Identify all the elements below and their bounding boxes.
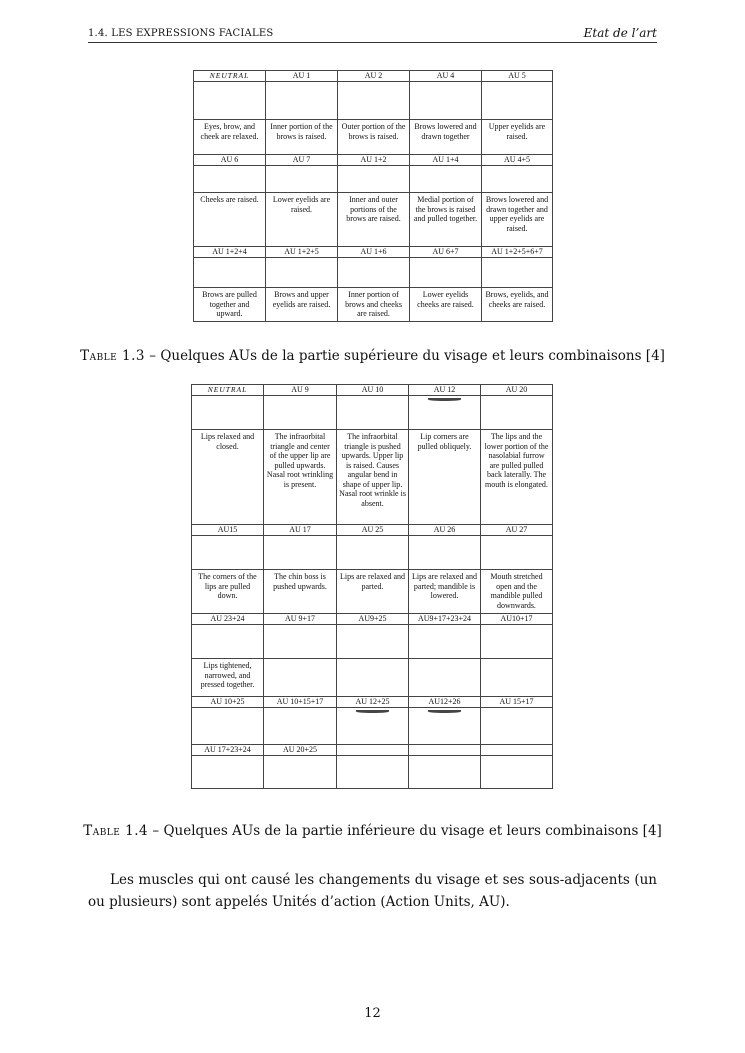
section-title: 1.4. LES EXPRESSIONS FACIALES (88, 28, 274, 39)
table-row (192, 396, 553, 430)
au-label: AU9+17+23+24 (409, 614, 481, 625)
lower-face-au-table (191, 384, 553, 789)
au-description (264, 659, 337, 697)
au-label (337, 745, 409, 756)
table-caption-2 (0, 823, 745, 839)
table-row (192, 659, 553, 697)
au-label: AU 26 (409, 525, 481, 536)
table-row (192, 756, 553, 789)
table-row (194, 247, 553, 258)
au-label: AU 1 (266, 71, 338, 82)
au-label: AU 1+2+5 (266, 247, 338, 258)
au-description (409, 659, 481, 697)
au-description: Eyes, brow, and cheek are relaxed. (194, 120, 266, 155)
au-description: Brows, eyelids, and cheeks are raised. (482, 288, 553, 322)
au-description: Cheeks are raised. (194, 193, 266, 247)
au-description: Lips are relaxed and parted; mandible is lowered. (409, 570, 481, 614)
caption-label: Table 1.3 (80, 348, 145, 364)
au-description: The lips and the lower portion of the nasolabial furrow are pulled pulled back laterally. The mouth is elongated. (481, 430, 553, 525)
au-label: AU 7 (266, 155, 338, 166)
caption-text: – Quelques AUs de la partie inférieure du visage et leurs combinaisons [4] (148, 823, 662, 839)
table-row (194, 71, 553, 82)
au-label: AU 27 (481, 525, 553, 536)
au-description: Brows lowered and drawn together and upper eyelids are raised. (482, 193, 553, 247)
au-description: Lips are relaxed and parted. (337, 570, 409, 614)
table-row (192, 697, 553, 708)
au-label: AU 20 (481, 385, 553, 396)
table-row (194, 155, 553, 166)
au-description: Mouth stretched open and the mandible pulled downwards. (481, 570, 553, 614)
au-description: Outer portion of the brows is raised. (338, 120, 410, 155)
au-description (481, 659, 553, 697)
au-label: AU 1+2+5+6+7 (482, 247, 553, 258)
au-label: AU 9+17 (264, 614, 337, 625)
table-row (192, 525, 553, 536)
au-description: Brows are pulled together and upward. (194, 288, 266, 322)
au-label: AU15 (192, 525, 264, 536)
au-description: Inner and outer portions of the brows are raised. (338, 193, 410, 247)
au-description: Lower eyelids are raised. (266, 193, 338, 247)
au-description: Brows and upper eyelids are raised. (266, 288, 338, 322)
au-label: NEUTRAL (207, 385, 248, 394)
au-description: Medial portion of the brows is raised and pulled together. (410, 193, 482, 247)
au-label: AU9+25 (337, 614, 409, 625)
au-label: AU 4 (410, 71, 482, 82)
au-description: Inner portion of the brows is raised. (266, 120, 338, 155)
table-row (192, 745, 553, 756)
au-description: Lip corners are pulled obliquely. (409, 430, 481, 525)
au-label: AU 1+4 (410, 155, 482, 166)
au-label: AU 1+2+4 (194, 247, 266, 258)
au-label: AU12+26 (409, 697, 481, 708)
au-description: Brows lowered and drawn together (410, 120, 482, 155)
au-label: AU 1+2 (338, 155, 410, 166)
running-header (88, 22, 657, 43)
table-row (192, 430, 553, 525)
au-label: AU 1+6 (338, 247, 410, 258)
au-label: AU 17+23+24 (192, 745, 264, 756)
au-description: The infraorbital triangle and center of the upper lip are pulled upwards. Nasal root wrinkling is present. (264, 430, 337, 525)
au-label (481, 745, 553, 756)
au-description: Lips relaxed and closed. (192, 430, 264, 525)
au-label: NEUTRAL (209, 71, 250, 80)
au-label: AU 15+17 (481, 697, 553, 708)
table-row (192, 614, 553, 625)
au-description: The chin boss is pushed upwards. (264, 570, 337, 614)
upper-face-au-table (193, 70, 553, 322)
au-label: AU 5 (482, 71, 553, 82)
au-label: AU 10+25 (192, 697, 264, 708)
body-paragraph: Les muscles qui ont causé les changements du visage et ses sous-adjacents (un ou plusieurs) sont appelés Unités d’action (Action Units, AU). (88, 872, 657, 910)
caption-label: Table 1.4 (83, 823, 149, 839)
au-label: AU 4+5 (482, 155, 553, 166)
au-label: AU 6 (194, 155, 266, 166)
au-description (337, 659, 409, 697)
au-label: AU 25 (337, 525, 409, 536)
page-number: 12 (364, 1006, 381, 1021)
table-row (192, 570, 553, 614)
au-label: AU 10+15+17 (264, 697, 337, 708)
caption-text: – Quelques AUs de la partie supérieure du visage et leurs combinaisons [4] (145, 348, 665, 364)
au-label: AU 2 (338, 71, 410, 82)
chapter-title: Etat de l’art (583, 26, 657, 40)
table-row (192, 536, 553, 570)
au-description: Lower eyelids cheeks are raised. (410, 288, 482, 322)
table-caption-1 (0, 348, 745, 364)
au-label: AU 17 (264, 525, 337, 536)
table-row (192, 708, 553, 745)
table-row (194, 258, 553, 288)
au-label: AU 6+7 (410, 247, 482, 258)
au-label: AU 10 (337, 385, 409, 396)
au-label: AU 20+25 (264, 745, 337, 756)
table-row (192, 385, 553, 396)
au-label: AU 23+24 (192, 614, 264, 625)
au-label: AU 9 (264, 385, 337, 396)
table-row (194, 193, 553, 247)
table-row (194, 82, 553, 120)
au-label (409, 745, 481, 756)
table-row (194, 166, 553, 193)
au-label: AU 12 (409, 385, 481, 396)
au-description: The corners of the lips are pulled down. (192, 570, 264, 614)
au-description: The infraorbital triangle is pushed upwards. Upper lip is raised. Causes angular bend in shape of upper lip. Nasal root wrinkle is absent. (337, 430, 409, 525)
au-label: AU10+17 (481, 614, 553, 625)
au-label: AU 12+25 (337, 697, 409, 708)
au-description: Upper eyelids are raised. (482, 120, 553, 155)
au-description: Inner portion of brows and cheeks are raised. (338, 288, 410, 322)
table-row (194, 120, 553, 155)
table-row (194, 288, 553, 322)
table-row (192, 625, 553, 659)
au-description: Lips tightened, narrowed, and pressed together. (192, 659, 264, 697)
